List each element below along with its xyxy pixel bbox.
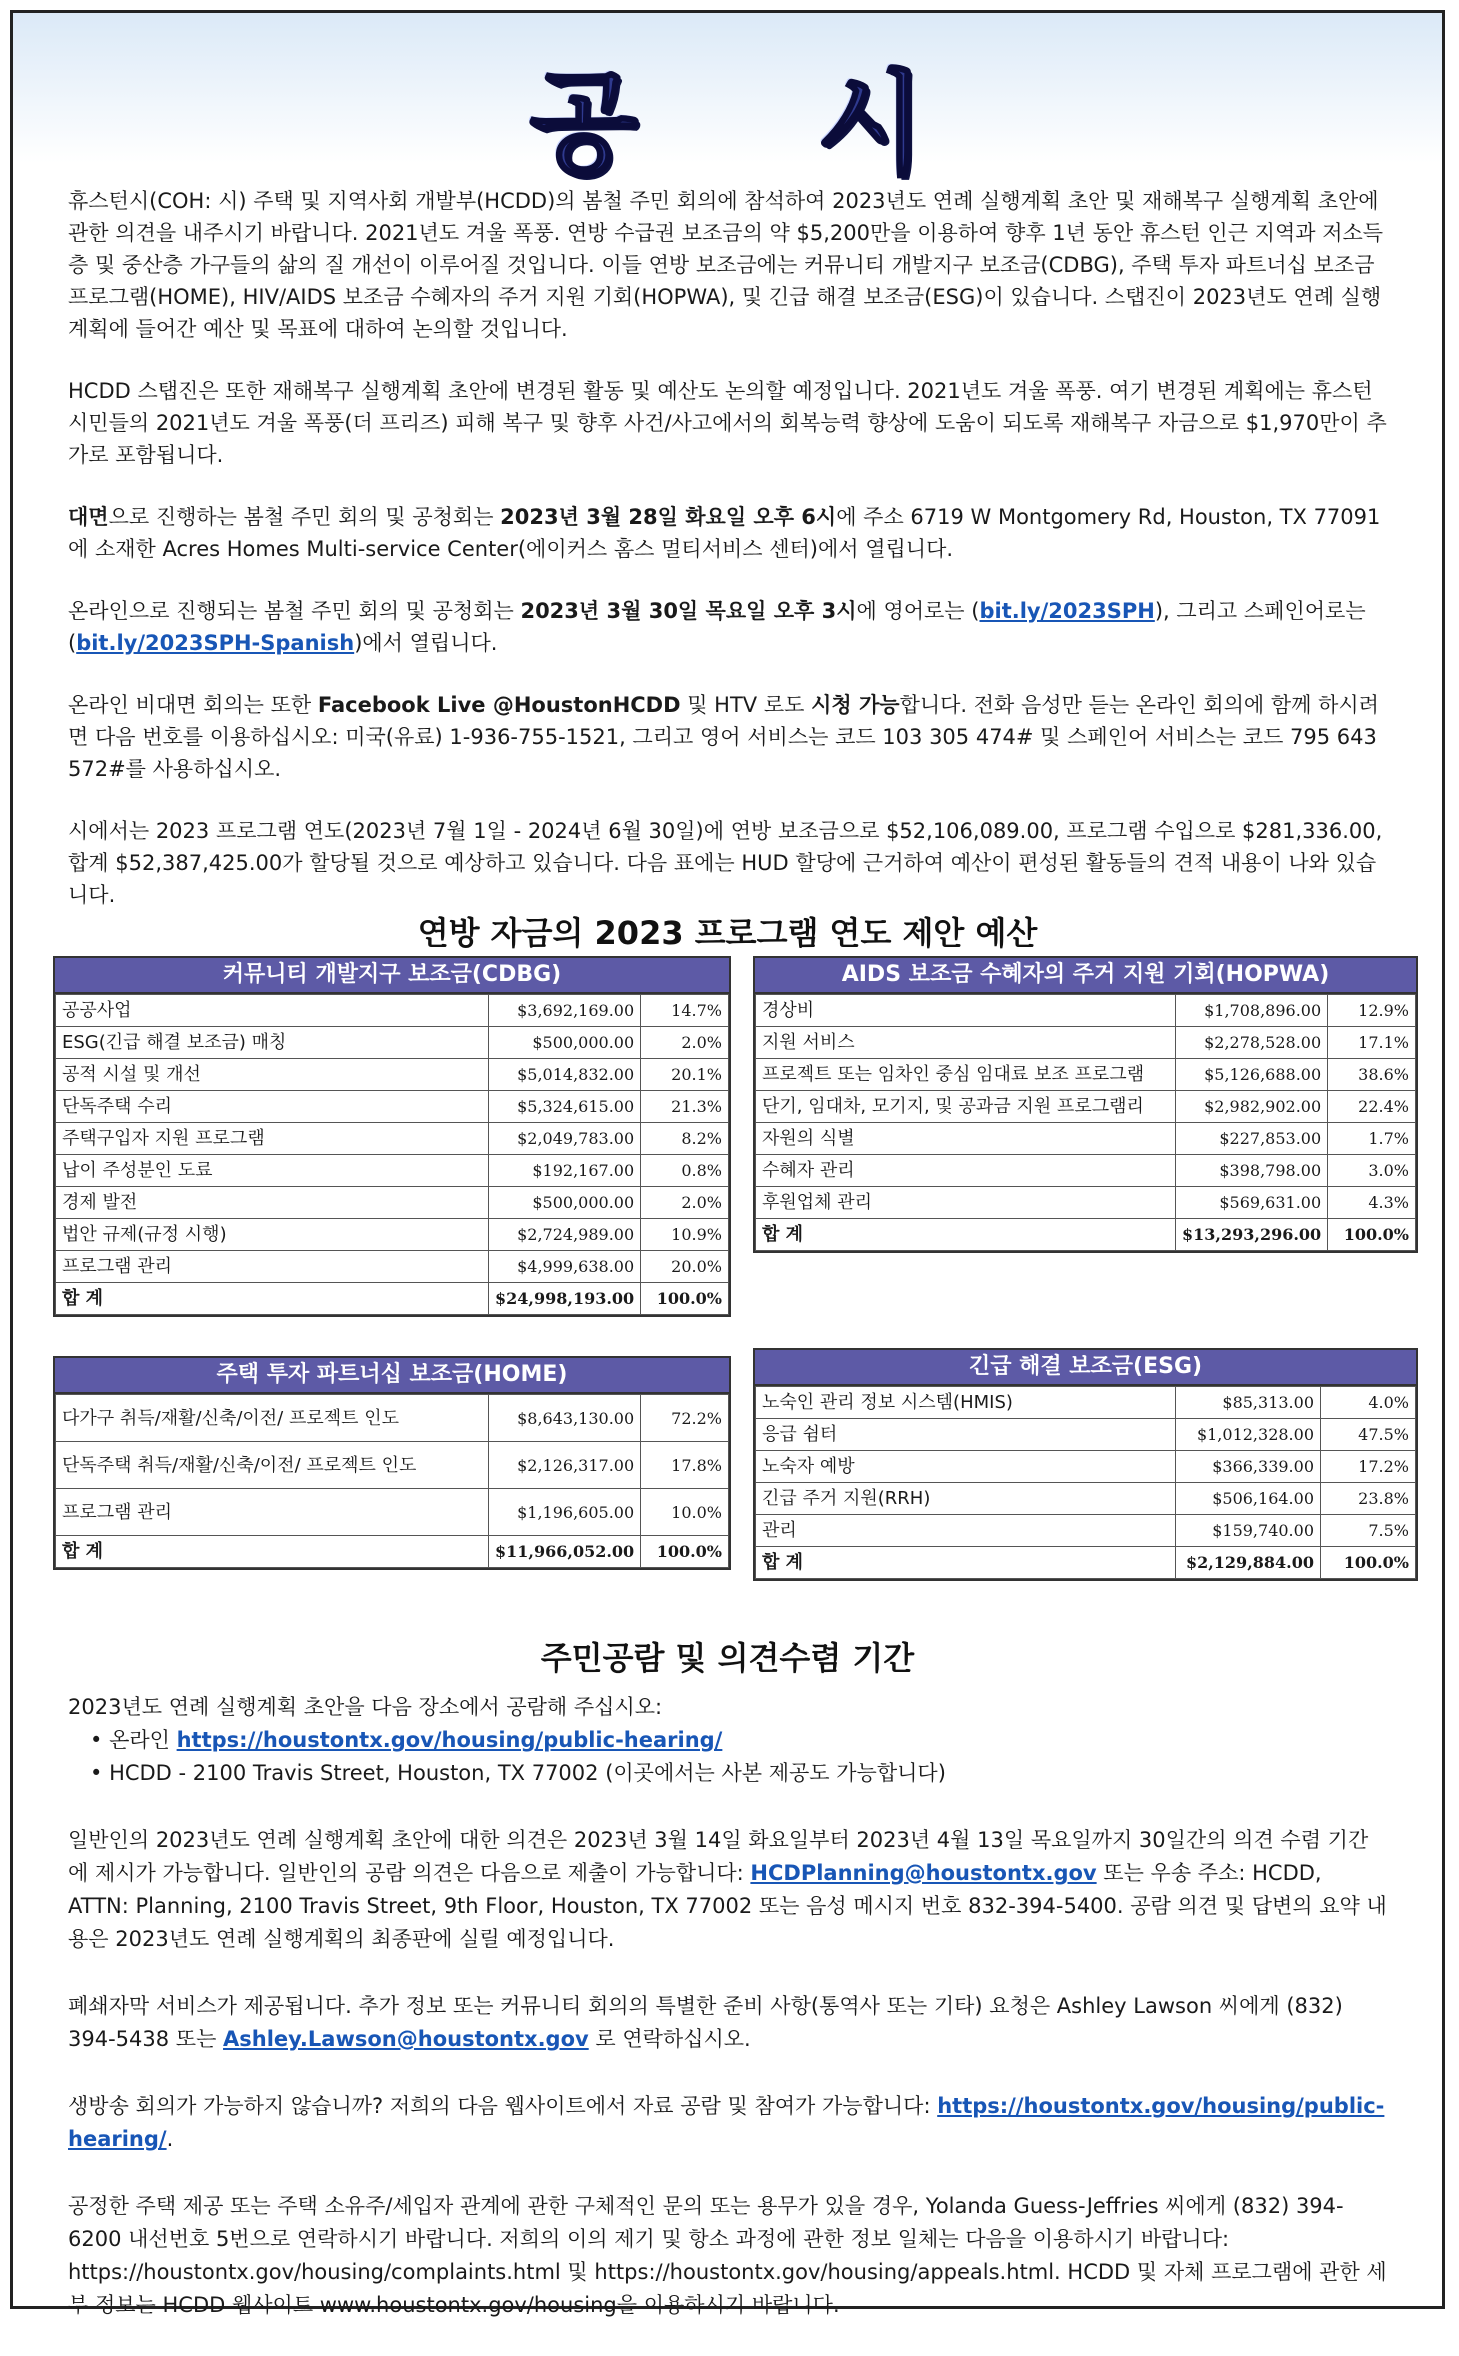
- text-span: 또는 우송 주소: HCDD, ATTN: Planning, 2100 Travis Street, 9th Floor, Houston, TX 77002 또는 음성 메시지 번호 832-394-5400. 공람 의견 및 답변의 요약 내용은 2023년도 연례 실행계획의 최종판에 실릴 예정입니다.: [68, 1861, 1387, 1951]
- text-span: 로 연락하십시오.: [588, 2027, 751, 2051]
- percent-cell: 100.0%: [1321, 1547, 1416, 1579]
- activity-cell: 공적 시설 및 개선: [56, 1059, 489, 1091]
- activity-cell: 자원의 식별: [756, 1123, 1176, 1155]
- budget-heading: 연방 자금의 2023 프로그램 연도 제안 예산: [417, 914, 1038, 952]
- amount-cell: $11,966,052.00: [489, 1536, 641, 1568]
- activity-cell: 프로그램 관리: [56, 1251, 489, 1283]
- table-row: [756, 1451, 1416, 1483]
- table-row: [756, 1059, 1416, 1091]
- list-item: • HCDD - 2100 Travis Street, Houston, TX 77002 (이곳에서는 사본 제공도 가능합니다): [90, 1757, 1387, 1790]
- cdbg-table-title: 커뮤니티 개발지구 보조금(CDBG): [55, 958, 729, 994]
- activity-cell: ESG(긴급 해결 보조금) 매칭: [56, 1027, 489, 1059]
- table-row: [756, 995, 1416, 1027]
- text-span: .: [166, 2127, 174, 2151]
- hopwa-table: [753, 956, 1418, 1253]
- cdbg-table: [53, 956, 731, 1317]
- amount-cell: $3,692,169.00: [489, 995, 641, 1027]
- table-row: [756, 1419, 1416, 1451]
- table-row: [56, 1251, 729, 1283]
- fair-housing-paragraph: 공정한 주택 제공 또는 주택 소유주/세입자 관계에 관한 구체적인 문의 또는 용무가 있을 경우, Yolanda Guess-Jeffries 씨에게 (832) 394-6200 내선번호 5번으로 연락하시기 바랍니다. 저희의 이의 제기 및 항소 과정에 관한 정보 일체는 다음을 이용하시기 바랍니다: https://houstontx.gov/housing/complaints.html 및 https://houstontx.gov/housing/appeals.html. HCDD 및 자체 프로그램에 관한 세부 정보는 HCDD 웹사이트 www.houstontx.gov/housing을 이용하시기 바랍니다.: [68, 2194, 1387, 2317]
- total-row: [56, 1536, 729, 1568]
- amount-cell: $2,049,783.00: [489, 1123, 641, 1155]
- total-row: [756, 1219, 1416, 1251]
- table-row: [56, 1123, 729, 1155]
- percent-cell: 20.0%: [641, 1251, 729, 1283]
- activity-cell: 지원 서비스: [756, 1027, 1176, 1059]
- percent-cell: 47.5%: [1321, 1419, 1416, 1451]
- table-row: [756, 1187, 1416, 1219]
- amount-cell: $159,740.00: [1176, 1515, 1321, 1547]
- table-row: [756, 1387, 1416, 1419]
- activity-cell: 공공사업: [56, 995, 489, 1027]
- percent-cell: 2.0%: [641, 1187, 729, 1219]
- activity-cell: 노숙자 예방: [756, 1451, 1176, 1483]
- text-span: 온라인: [109, 1728, 177, 1752]
- accessibility-paragraph: [68, 1990, 1387, 2056]
- activity-cell: 단기, 임대차, 모기지, 및 공과금 지원 프로그램리: [756, 1091, 1176, 1123]
- percent-cell: 4.0%: [1321, 1387, 1416, 1419]
- activity-cell: 응급 쉼터: [756, 1419, 1176, 1451]
- website-paragraph: [68, 2090, 1387, 2156]
- amount-cell: $24,998,193.00: [489, 1283, 641, 1315]
- intro-paragraph-1: 휴스턴시(COH: 시) 주택 및 지역사회 개발부(HCDD)의 봄철 주민 회의에 참석하여 2023년도 연례 실행계획 초안 및 재해복구 실행계획 초안에 관한 의견을 내주시기 바랍니다. 2021년도 겨울 폭풍. 연방 수급권 보조금의 약 $5,200만을 이용하여 향후 1년 동안 휴스턴 인근 지역과 저소득층 및 중산층 가구들의 삶의 질 개선이 이루어질 것입니다. 이들 연방 보조금에는 커뮤니티 개발지구 보조금(CDBG), 주택 투자 파트너십 보조금 프로그램(HOME), HIV/AIDS 보조금 수혜자의 주거 지원 기회(HOPWA), 및 긴급 해결 보조금(ESG)이 있습니다. 스탭진이 2023년도 연례 실행 계획에 들어간 예산 및 목표에 대하여 논의할 것입니다.: [68, 189, 1384, 341]
- livestream-paragraph: [68, 689, 1387, 785]
- amount-cell: $506,164.00: [1176, 1483, 1321, 1515]
- activity-cell: 다가구 취득/재활/신축/이전/ 프로젝트 인도: [56, 1395, 489, 1442]
- activity-cell: 법안 규제(규정 시행): [56, 1219, 489, 1251]
- text-span: 생방송 회의가 가능하지 않습니까? 저희의 다음 웹사이트에서 자료 공람 및 참여가 가능합니다:: [68, 2094, 938, 2118]
- amount-cell: $500,000.00: [489, 1187, 641, 1219]
- intro-section: [68, 185, 1387, 941]
- in-person-datetime: 2023년 3월 28일 화요일 오후 6시: [500, 505, 837, 529]
- activity-cell: 경상비: [756, 995, 1176, 1027]
- website-link[interactable]: https://houstontx.gov/housing/public-hearing/: [68, 2094, 1385, 2151]
- amount-cell: $227,853.00: [1176, 1123, 1328, 1155]
- text-span: ), 그리고 스페인어로는 (: [68, 599, 1366, 655]
- table-row: [56, 1489, 729, 1536]
- text-span: 온라인 비대면 회의는 또한: [68, 693, 318, 717]
- text-span: 일반인의 2023년도 연례 실행계획 초안에 대한 의견은 2023년 3월 14일 화요일부터 2023년 4월 13일 목요일까지 30일간의 의견 수렴 기간에 제시가 가능합니다. 일반인의 공람 의견은 다음으로 제출이 가능합니다:: [68, 1828, 1369, 1885]
- table-row: [756, 1123, 1416, 1155]
- amount-cell: $2,126,317.00: [489, 1442, 641, 1489]
- activity-cell: 단독주택 수리: [56, 1091, 489, 1123]
- percent-cell: 20.1%: [641, 1059, 729, 1091]
- lawson-email-link[interactable]: Ashley.Lawson@houstontx.gov: [223, 2027, 589, 2051]
- text-span: 합니다. 전화 음성만 듣는 온라인 회의에 함께 하시려면 다음 번호를 이용하십시오: 미국(유료) 1-936-755-1521, 그리고 영어 서비스는 코드 103 305 474# 및 스페인어 서비스는 코드 795 643 572#를 사용하십시오.: [68, 693, 1379, 781]
- home-table: [53, 1356, 731, 1570]
- activity-cell: 프로그램 관리: [56, 1489, 489, 1536]
- amount-cell: $13,293,296.00: [1176, 1219, 1328, 1251]
- text-span: )에서 열립니다.: [354, 631, 498, 655]
- table-row: [56, 1395, 729, 1442]
- text-span: 으로 진행하는 봄철 주민 회의 및 공청회는: [108, 505, 501, 529]
- public-hearing-link[interactable]: https://houstontx.gov/housing/public-hearing/: [176, 1728, 723, 1752]
- english-meeting-link[interactable]: bit.ly/2023SPH: [979, 599, 1155, 623]
- total-row: [756, 1547, 1416, 1579]
- table-row: [756, 1155, 1416, 1187]
- activity-cell: 합 계: [756, 1547, 1176, 1579]
- amount-cell: $2,129,884.00: [1176, 1547, 1321, 1579]
- amount-cell: $5,126,688.00: [1176, 1059, 1328, 1091]
- activity-cell: 납이 주성분인 도료: [56, 1155, 489, 1187]
- esg-table-title: 긴급 해결 보조금(ESG): [755, 1350, 1416, 1386]
- activity-cell: 합 계: [56, 1283, 489, 1315]
- percent-cell: 21.3%: [641, 1091, 729, 1123]
- percent-cell: 10.0%: [641, 1489, 729, 1536]
- table-row: [56, 1155, 729, 1187]
- review-locations: [68, 1724, 1387, 1790]
- review-section: [68, 1691, 1387, 2356]
- review-heading: 주민공람 및 의견수렴 기간: [540, 1639, 915, 1677]
- activity-cell: 수혜자 관리: [756, 1155, 1176, 1187]
- text-span: 온라인으로 진행되는 봄철 주민 회의 및 공청회는: [68, 599, 521, 623]
- table-row: [56, 1219, 729, 1251]
- percent-cell: 22.4%: [1328, 1091, 1416, 1123]
- amount-cell: $4,999,638.00: [489, 1251, 641, 1283]
- amount-cell: $2,278,528.00: [1176, 1027, 1328, 1059]
- percent-cell: 4.3%: [1328, 1187, 1416, 1219]
- activity-cell: 단독주택 취득/재활/신축/이전/ 프로젝트 인도: [56, 1442, 489, 1489]
- activity-cell: 관리: [756, 1515, 1176, 1547]
- notice-title: 공 시: [529, 60, 996, 190]
- table-row: [56, 1059, 729, 1091]
- amount-cell: $85,313.00: [1176, 1387, 1321, 1419]
- amount-cell: $366,339.00: [1176, 1451, 1321, 1483]
- intro-paragraph-2: HCDD 스탭진은 또한 재해복구 실행계획 초안에 변경된 활동 및 예산도 논의할 예정입니다. 2021년도 겨울 폭풍. 여기 변경된 계획에는 휴스턴 시민들의 2021년도 겨울 폭풍(더 프리즈) 피해 복구 및 향후 사건/사고에서의 회복능력 향상에 도움이 되도록 재해복구 자금으로 $1,970만이 추가로 포함됩니다.: [68, 379, 1387, 467]
- esg-table: [753, 1348, 1418, 1581]
- amount-cell: $2,982,902.00: [1176, 1091, 1328, 1123]
- in-person-meeting-paragraph: [68, 501, 1387, 565]
- table-row: [56, 1027, 729, 1059]
- percent-cell: 8.2%: [641, 1123, 729, 1155]
- percent-cell: 14.7%: [641, 995, 729, 1027]
- table-row: [56, 1091, 729, 1123]
- activity-cell: 경제 발전: [56, 1187, 489, 1219]
- amount-cell: $2,724,989.00: [489, 1219, 641, 1251]
- percent-cell: 2.0%: [641, 1027, 729, 1059]
- percent-cell: 17.1%: [1328, 1027, 1416, 1059]
- amount-cell: $8,643,130.00: [489, 1395, 641, 1442]
- comment-period-paragraph: [68, 1824, 1387, 1956]
- table-row: [56, 995, 729, 1027]
- notice-frame: [10, 10, 1445, 2317]
- activity-cell: 노숙인 관리 정보 시스템(HMIS): [756, 1387, 1176, 1419]
- table-row: [756, 1091, 1416, 1123]
- text-span: 에 영어로는 (: [856, 599, 980, 623]
- watch-available-label: 시청 가능: [811, 693, 900, 717]
- online-meeting-paragraph: [68, 595, 1387, 659]
- review-intro: 2023년도 연례 실행계획 초안을 다음 장소에서 공람해 주십시오:: [68, 1695, 663, 1719]
- percent-cell: 7.5%: [1321, 1515, 1416, 1547]
- text-span: 폐쇄자막 서비스가 제공됩니다. 추가 정보 또는 커뮤니티 회의의 특별한 준비 사항(통역사 또는 기타) 요청은 Ashley Lawson 씨에게 (832) 394-5438 또는: [68, 1994, 1343, 2051]
- activity-cell: 후원업체 관리: [756, 1187, 1176, 1219]
- table-row: [56, 1442, 729, 1489]
- in-person-label: 대면: [68, 505, 109, 529]
- amount-cell: $5,014,832.00: [489, 1059, 641, 1091]
- activity-cell: 주택구입자 지원 프로그램: [56, 1123, 489, 1155]
- percent-cell: 23.8%: [1321, 1483, 1416, 1515]
- amount-cell: $398,798.00: [1176, 1155, 1328, 1187]
- percent-cell: 72.2%: [641, 1395, 729, 1442]
- activity-cell: 긴급 주거 지원(RRH): [756, 1483, 1176, 1515]
- online-datetime: 2023년 3월 30일 목요일 오후 3시: [520, 599, 857, 623]
- text-span: 및 HTV 로도: [680, 693, 812, 717]
- table-row: [56, 1187, 729, 1219]
- percent-cell: 12.9%: [1328, 995, 1416, 1027]
- percent-cell: 0.8%: [641, 1155, 729, 1187]
- table-row: [756, 1027, 1416, 1059]
- percent-cell: 10.9%: [641, 1219, 729, 1251]
- activity-cell: 합 계: [56, 1536, 489, 1568]
- amount-cell: $1,708,896.00: [1176, 995, 1328, 1027]
- percent-cell: 100.0%: [1328, 1219, 1416, 1251]
- amount-cell: $1,196,605.00: [489, 1489, 641, 1536]
- percent-cell: 3.0%: [1328, 1155, 1416, 1187]
- amount-cell: $192,167.00: [489, 1155, 641, 1187]
- amount-cell: $5,324,615.00: [489, 1091, 641, 1123]
- amount-cell: $500,000.00: [489, 1027, 641, 1059]
- total-row: [56, 1283, 729, 1315]
- percent-cell: 38.6%: [1328, 1059, 1416, 1091]
- home-table-title: 주택 투자 파트너십 보조금(HOME): [55, 1358, 729, 1394]
- spanish-meeting-link[interactable]: bit.ly/2023SPH-Spanish: [76, 631, 355, 655]
- percent-cell: 1.7%: [1328, 1123, 1416, 1155]
- allocation-paragraph: 시에서는 2023 프로그램 연도(2023년 7월 1일 - 2024년 6월 30일)에 연방 보조금으로 $52,106,089.00, 프로그램 수입으로 $281,336.00, 합계 $52,387,425.00가 할당될 것으로 예상하고 있습니다. 다음 표에는 HUD 할당에 근거하여 예산이 편성된 활동들의 견적 내용이 나와 있습니다.: [68, 819, 1383, 907]
- amount-cell: $569,631.00: [1176, 1187, 1328, 1219]
- activity-cell: 프로젝트 또는 임차인 중심 임대료 보조 프로그램: [756, 1059, 1176, 1091]
- table-row: [756, 1515, 1416, 1547]
- list-item: [90, 1724, 1387, 1757]
- hopwa-table-title: AIDS 보조금 수혜자의 주거 지원 기회(HOPWA): [755, 958, 1416, 994]
- activity-cell: 합 계: [756, 1219, 1176, 1251]
- percent-cell: 100.0%: [641, 1283, 729, 1315]
- amount-cell: $1,012,328.00: [1176, 1419, 1321, 1451]
- percent-cell: 17.2%: [1321, 1451, 1416, 1483]
- text-span: 에 주소 6719 W Montgomery Rd, Houston, TX 77091에 소재한 Acres Homes Multi-service Center(에이커스 홈스 멀티서비스 센터)에서 열립니다.: [68, 505, 1381, 561]
- planning-email-link[interactable]: HCDPlanning@houstontx.gov: [750, 1861, 1097, 1885]
- percent-cell: 17.8%: [641, 1442, 729, 1489]
- percent-cell: 100.0%: [641, 1536, 729, 1568]
- table-row: [756, 1483, 1416, 1515]
- facebook-live-label: Facebook Live @HoustonHCDD: [317, 693, 681, 717]
